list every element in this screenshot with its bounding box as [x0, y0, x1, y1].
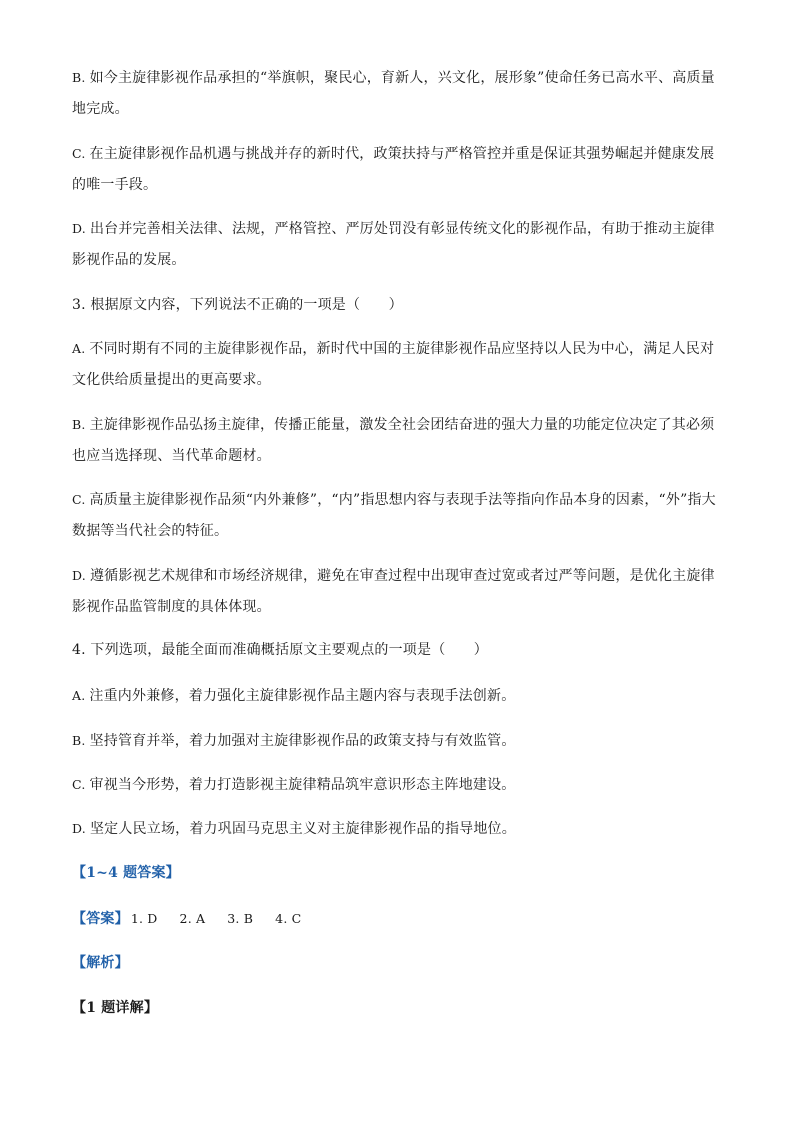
option-text: 注重内外兼修，着力强化主旋律影视作品主题内容与表现手法创新。 — [89, 688, 516, 704]
answer-heading — [72, 858, 722, 889]
option-text: 遵循影视艺术规律和市场经济规律，避免在审查过程中出现审查过宽或者过严等问题，是优化主旋律影视作品监管制度的具体体现。 — [72, 568, 715, 615]
option-text: 不同时期有不同的主旋律影视作品，新时代中国的主旋律影视作品应坚持以人民为中心，满足人民对文化供给质量提出的更高要求。 — [72, 341, 715, 388]
answer-label: 【答案】 — [72, 911, 129, 927]
option-label: B. — [72, 70, 86, 85]
question-stem: 4. 下列选项，最能全面而准确概括原文主要观点的一项是（ ） — [72, 642, 489, 658]
option-text: 坚定人民立场，着力巩固马克思主义对主旋律影视作品的指导地位。 — [89, 821, 516, 837]
q3-option-d — [72, 560, 722, 623]
option-text: 主旋律影视作品弘扬主旋律，传播正能量，激发全社会团结奋进的强大力量的功能定位决定了其必须也应当选择现、当代革命题材。 — [72, 417, 715, 464]
q2-option-d — [72, 213, 722, 276]
option-label: A. — [72, 688, 86, 703]
q4-option-d — [72, 813, 722, 845]
option-label: C. — [72, 777, 86, 792]
answer-line — [72, 903, 722, 935]
q4-option-c — [72, 769, 722, 801]
q3-option-b — [72, 409, 722, 472]
q4-option-b — [72, 725, 722, 757]
answer-item: 4. C — [275, 911, 302, 926]
analysis-label: 【解析】 — [72, 955, 129, 971]
option-text: 坚持管育并举，着力加强对主旋律影视作品的政策支持与有效监管。 — [89, 733, 516, 749]
answer-item: 1. D — [130, 911, 158, 926]
option-text: 审视当今形势，着力打造影视主旋律精品筑牢意识形态主阵地建设。 — [89, 777, 516, 793]
option-label: D. — [72, 821, 86, 836]
option-text: 在主旋律影视作品机遇与挑战并存的新时代，政策扶持与严格管控并重是保证其强势崛起并健康发展的唯一手段。 — [72, 146, 715, 193]
option-text: 高质量主旋律影视作品须“内外兼修”，“内”指思想内容与表现手法等指向作品本身的因素，“外”指大数据等当代社会的特征。 — [72, 492, 716, 539]
option-label: B. — [72, 733, 86, 748]
question-stem: 3. 根据原文内容，下列说法不正确的一项是（ ） — [72, 297, 403, 313]
detail-heading — [72, 993, 722, 1024]
analysis-heading — [72, 948, 722, 979]
q3-option-a — [72, 333, 722, 396]
answer-item: 3. B — [227, 911, 254, 926]
option-label: C. — [72, 146, 86, 161]
answer-item: 2. A — [179, 911, 206, 926]
option-label: D. — [72, 221, 86, 236]
q4-option-a — [72, 680, 722, 712]
option-text: 如今主旋律影视作品承担的“举旗帜，聚民心，育新人，兴文化，展形象”使命任务已高水平、高质量地完成。 — [72, 70, 715, 117]
q4-stem — [72, 635, 722, 666]
option-label: B. — [72, 417, 86, 432]
answer-section-heading: 【1~4 题答案】 — [72, 865, 180, 881]
q3-option-c — [72, 484, 722, 547]
option-text: 出台并完善相关法律、法规，严格管控、严厉处罚没有彰显传统文化的影视作品，有助于推动主旋律影视作品的发展。 — [72, 221, 715, 268]
q2-option-b — [72, 62, 722, 125]
q2-option-c — [72, 138, 722, 201]
option-label: A. — [72, 341, 86, 356]
q3-stem — [72, 290, 722, 321]
option-label: C. — [72, 492, 86, 507]
detail-label: 【1 题详解】 — [72, 1000, 159, 1016]
option-label: D. — [72, 568, 86, 583]
